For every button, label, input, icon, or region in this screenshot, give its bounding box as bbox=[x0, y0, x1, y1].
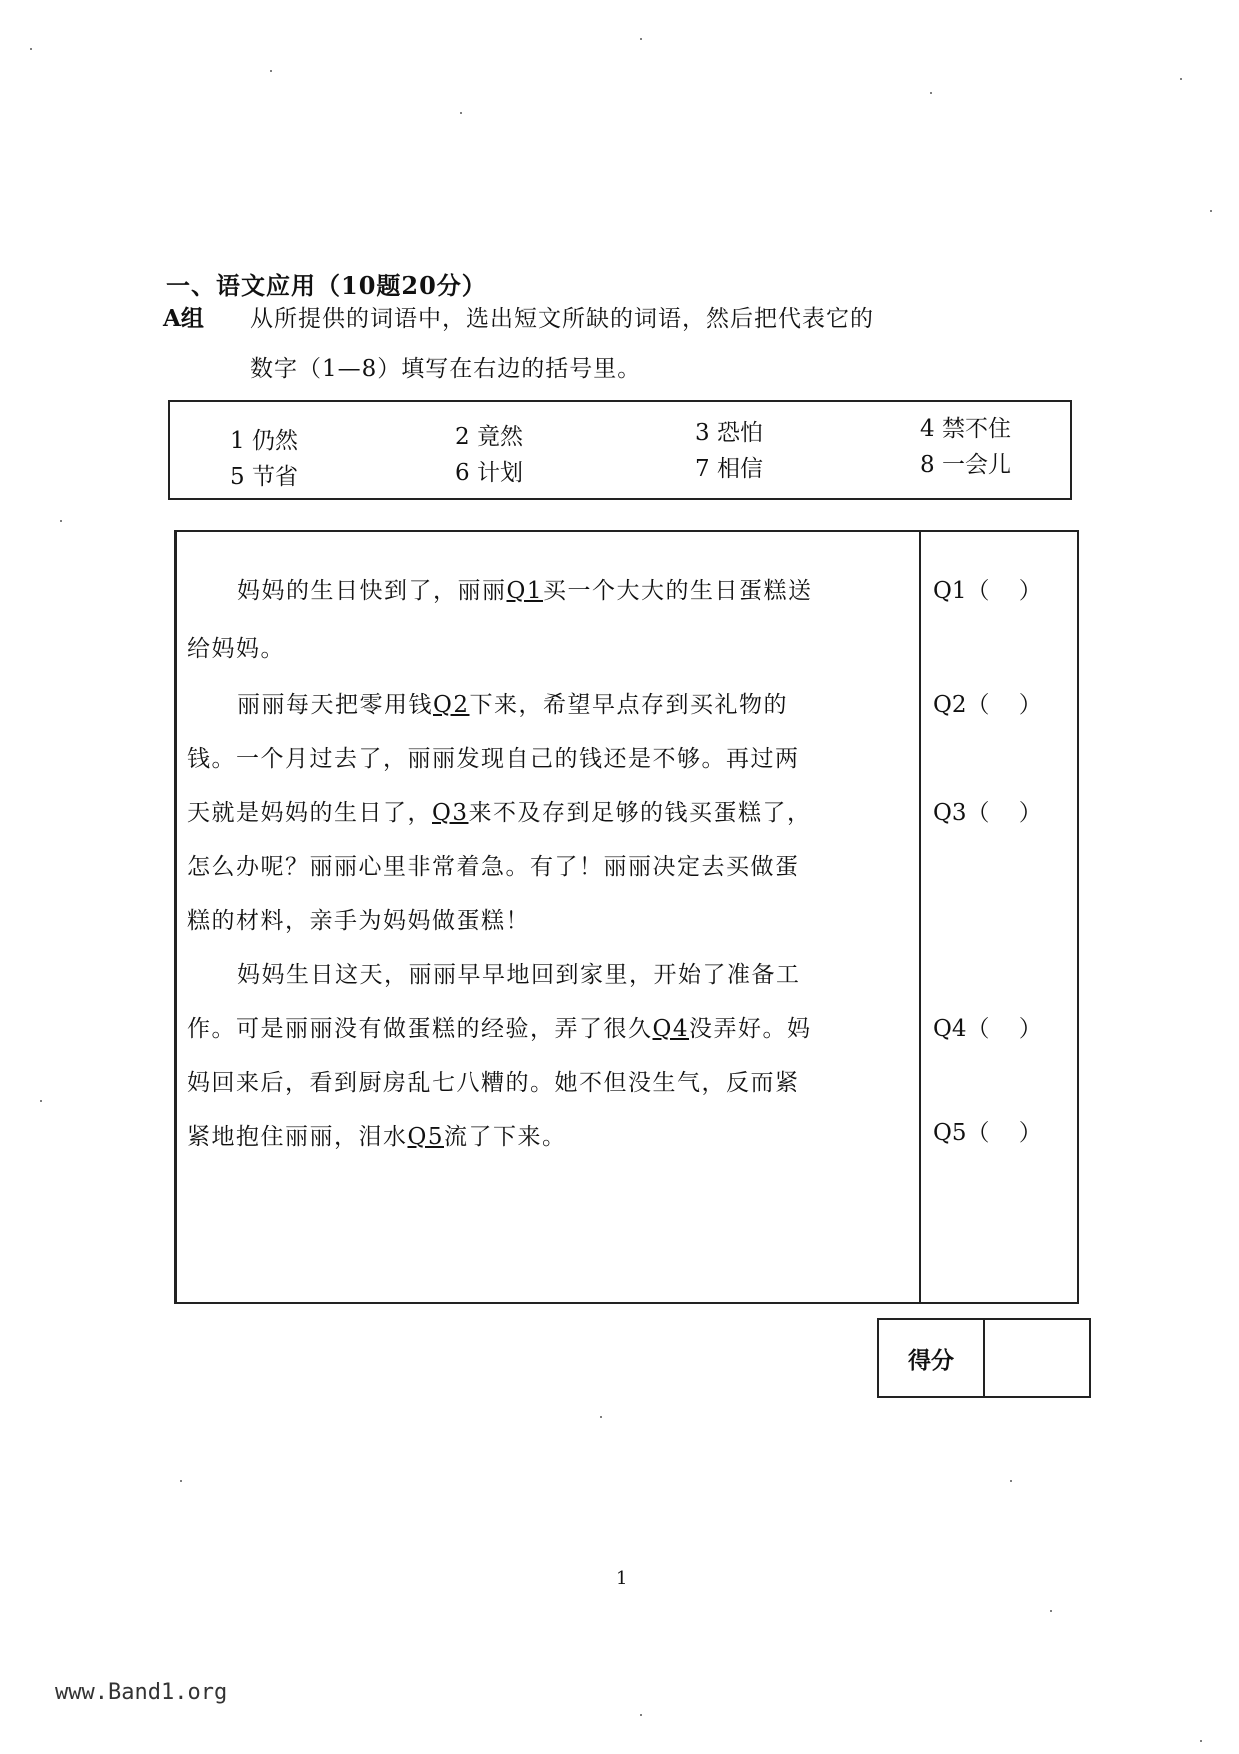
passage-line: 丽丽每天把零用钱Q2下来，希望早点存到买礼物的 bbox=[237, 692, 788, 718]
word-option: 1 仍然 bbox=[230, 428, 298, 454]
passage-box bbox=[174, 530, 1079, 1304]
passage-line: 妈妈生日这天，丽丽早早地回到家里，开始了准备工 bbox=[237, 962, 801, 988]
scan-speck bbox=[640, 38, 642, 40]
scan-speck bbox=[180, 1480, 182, 1482]
word-option: 5 节省 bbox=[230, 464, 298, 490]
answer-q4[interactable]: Q4（ ） bbox=[933, 1016, 1042, 1042]
scan-speck bbox=[640, 1714, 642, 1716]
word-option: 7 相信 bbox=[695, 456, 763, 482]
group-label: A组 bbox=[163, 305, 204, 332]
answer-q2[interactable]: Q2（ ） bbox=[933, 692, 1042, 718]
footer-url: www.Band1.org bbox=[55, 1680, 228, 1705]
instruction-line-1: 从所提供的词语中，选出短文所缺的词语，然后把代表它的 bbox=[250, 306, 874, 332]
passage-line: 妈妈的生日快到了，丽丽Q1买一个大大的生日蛋糕送 bbox=[237, 578, 813, 604]
answer-q5[interactable]: Q5（ ） bbox=[933, 1120, 1042, 1146]
passage-line: 给妈妈。 bbox=[187, 636, 285, 662]
blank-q4: Q4 bbox=[652, 1016, 689, 1042]
scan-speck bbox=[60, 520, 62, 522]
word-option: 8 一会儿 bbox=[920, 452, 1011, 478]
answer-q3[interactable]: Q3（ ） bbox=[933, 800, 1042, 826]
blank-q5: Q5 bbox=[407, 1124, 444, 1150]
blank-q3: Q3 bbox=[432, 800, 469, 826]
scan-speck bbox=[1050, 1610, 1052, 1612]
scan-speck bbox=[40, 1100, 42, 1102]
passage-line: 作。可是丽丽没有做蛋糕的经验，弄了很久Q4没弄好。妈 bbox=[187, 1016, 812, 1042]
scan-speck bbox=[600, 1416, 602, 1418]
score-label: 得分 bbox=[879, 1320, 985, 1396]
passage-line: 妈回来后，看到厨房乱七八糟的。她不但没生气，反而紧 bbox=[187, 1070, 800, 1096]
word-option: 6 计划 bbox=[455, 460, 523, 486]
passage-line: 糕的材料，亲手为妈妈做蛋糕！ bbox=[187, 908, 530, 934]
scan-speck bbox=[1010, 1480, 1012, 1482]
scan-speck bbox=[1210, 210, 1212, 212]
passage-line: 钱。一个月过去了，丽丽发现自己的钱还是不够。再过两 bbox=[187, 746, 800, 772]
instruction-line-2: 数字（1—8）填写在右边的括号里。 bbox=[250, 356, 642, 382]
page-number: 1 bbox=[616, 1568, 628, 1589]
blank-q1: Q1 bbox=[506, 578, 543, 604]
scan-speck bbox=[30, 48, 32, 50]
word-option: 2 竟然 bbox=[455, 424, 523, 450]
passage-line: 天就是妈妈的生日了，Q3来不及存到足够的钱买蛋糕了， bbox=[187, 800, 812, 826]
score-box bbox=[877, 1318, 1091, 1398]
passage-line: 怎么办呢？丽丽心里非常着急。有了！丽丽决定去买做蛋 bbox=[187, 854, 800, 880]
scan-speck bbox=[1200, 1740, 1202, 1742]
word-option: 3 恐怕 bbox=[695, 420, 763, 446]
column-divider bbox=[919, 532, 921, 1302]
word-bank bbox=[168, 400, 1072, 500]
scan-speck bbox=[930, 92, 932, 94]
passage-line: 紧地抱住丽丽，泪水Q5流了下来。 bbox=[187, 1124, 567, 1150]
scan-speck bbox=[270, 70, 272, 72]
section-title: 一、语文应用（10题20分） bbox=[166, 271, 487, 300]
scan-speck bbox=[1180, 78, 1182, 80]
answer-q1[interactable]: Q1（ ） bbox=[933, 578, 1042, 604]
word-option: 4 禁不住 bbox=[920, 416, 1011, 442]
blank-q2: Q2 bbox=[433, 692, 470, 718]
scan-speck bbox=[460, 112, 462, 114]
score-field[interactable] bbox=[985, 1320, 1089, 1396]
